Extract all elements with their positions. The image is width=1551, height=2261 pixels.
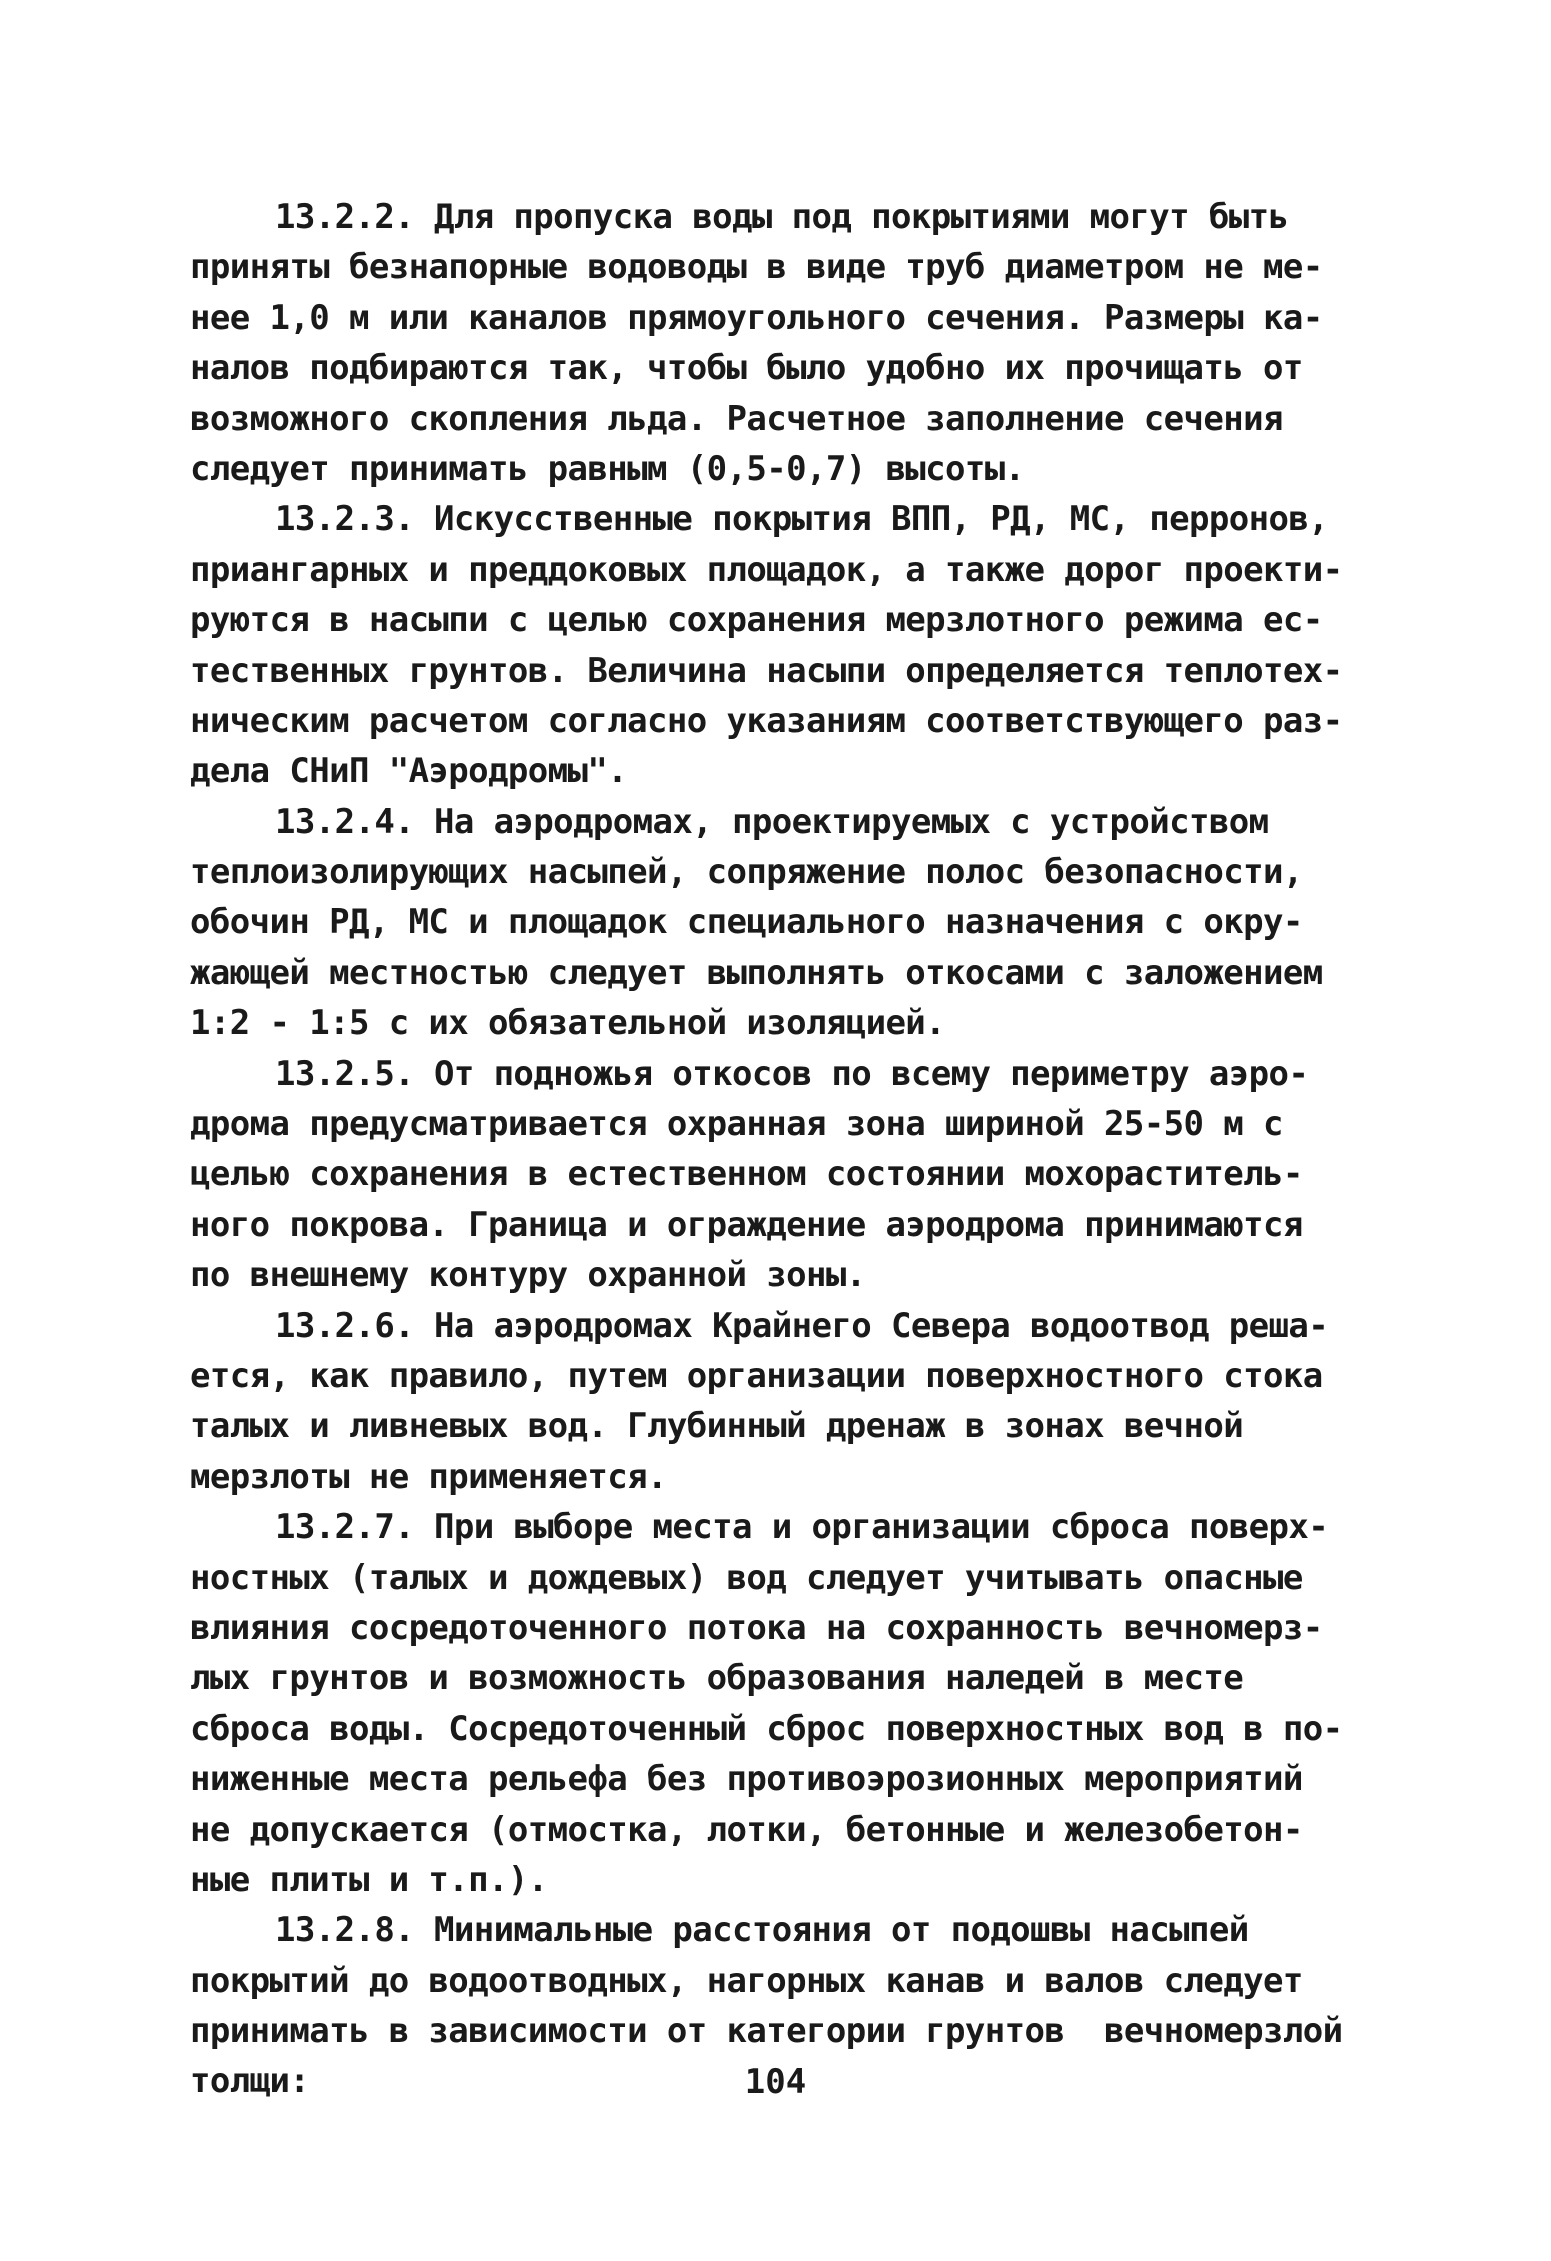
paragraph-13-2-4-line: 13.2.4. На аэродромах, проектируемых с устройством bbox=[275, 801, 1269, 842]
text-line: дела СНиП "Аэродромы". bbox=[190, 751, 628, 792]
text-line: по внешнему контуру охранной зоны. bbox=[190, 1255, 866, 1296]
text-line: обочин РД, МС и площадок специального назначения с окру- bbox=[190, 902, 1303, 943]
text-line: приняты безнапорные водоводы в виде труб диаметром не ме- bbox=[190, 247, 1323, 288]
text-line: сброса воды. Сосредоточенный сброс поверхностных вод в по- bbox=[190, 1708, 1343, 1749]
text-line: следует принимать равным (0,5-0,7) высоты. bbox=[190, 448, 1025, 489]
paragraph-13-2-6-line: 13.2.6. На аэродромах Крайнего Севера водоотвод реша- bbox=[275, 1305, 1329, 1346]
paragraph-13-2-5-line: 13.2.5. От подножья откосов по всему периметру аэро- bbox=[275, 1053, 1309, 1094]
text-line: ническим расчетом согласно указаниям соответствующего раз- bbox=[190, 700, 1343, 741]
text-line: целью сохранения в естественном состоянии мохораститель- bbox=[190, 1154, 1303, 1195]
text-line: дрома предусматривается охранная зона шириной 25-50 м с bbox=[190, 1104, 1283, 1145]
paragraph-13-2-3-line: 13.2.3. Искусственные покрытия ВПП, РД, МС, перронов, bbox=[275, 499, 1329, 540]
paragraph-13-2-2-line: 13.2.2. Для пропуска воды под покрытиями могут быть bbox=[275, 197, 1289, 237]
text-line: ется, как правило, путем организации поверхностного стока bbox=[190, 1355, 1323, 1396]
text-line: теплоизолирующих насыпей, сопряжение полос безопасности, bbox=[190, 852, 1303, 893]
body-text bbox=[190, 192, 1380, 2107]
text-line: талых и ливневых вод. Глубинный дренаж в зонах вечной bbox=[190, 1406, 1244, 1447]
text-line: нее 1,0 м или каналов прямоугольного сечения. Размеры ка- bbox=[190, 297, 1323, 338]
text-line: руются в насыпи с целью сохранения мерзлотного режима ес- bbox=[190, 600, 1323, 641]
page-number: 104 bbox=[744, 2062, 807, 2102]
text-line: влияния сосредоточенного потока на сохранность вечномерз- bbox=[190, 1607, 1323, 1648]
text-line: толщи: bbox=[190, 2061, 310, 2102]
text-line: ностных (талых и дождевых) вод следует учитывать опасные bbox=[190, 1557, 1303, 1598]
text-line: ного покрова. Граница и ограждение аэродрома принимаются bbox=[190, 1204, 1303, 1245]
text-line: приангарных и преддоковых площадок, а также дорог проекти- bbox=[190, 549, 1343, 590]
text-line: не допускается (отмостка, лотки, бетонные и железобетон- bbox=[190, 1809, 1303, 1850]
text-line: тественных грунтов. Величина насыпи определяется теплотех- bbox=[190, 650, 1343, 691]
text-line: ниженные места рельефа без противоэрозионных мероприятий bbox=[190, 1759, 1303, 1800]
text-line: мерзлоты не применяется. bbox=[190, 1456, 667, 1497]
text-line: ные плиты и т.п.). bbox=[190, 1859, 548, 1900]
text-line: принимать в зависимости от категории грунтов вечномерзлой bbox=[190, 2011, 1343, 2052]
text-line: покрытий до водоотводных, нагорных канав и валов следует bbox=[190, 1960, 1303, 2001]
paragraph-13-2-8-line: 13.2.8. Минимальные расстояния от подошвы насыпей bbox=[275, 1910, 1249, 1951]
text-line: 1:2 - 1:5 с их обязательной изоляцией. bbox=[190, 1003, 946, 1044]
text-line: возможного скопления льда. Расчетное заполнение сечения bbox=[190, 398, 1283, 439]
paragraph-13-2-7-line: 13.2.7. При выборе места и организации сброса поверх- bbox=[275, 1507, 1329, 1548]
text-line: лых грунтов и возможность образования наледей в месте bbox=[190, 1658, 1244, 1699]
text-line: жающей местностью следует выполнять откосами с заложением bbox=[190, 952, 1323, 993]
text-line: налов подбираются так, чтобы было удобно их прочищать от bbox=[190, 348, 1303, 389]
